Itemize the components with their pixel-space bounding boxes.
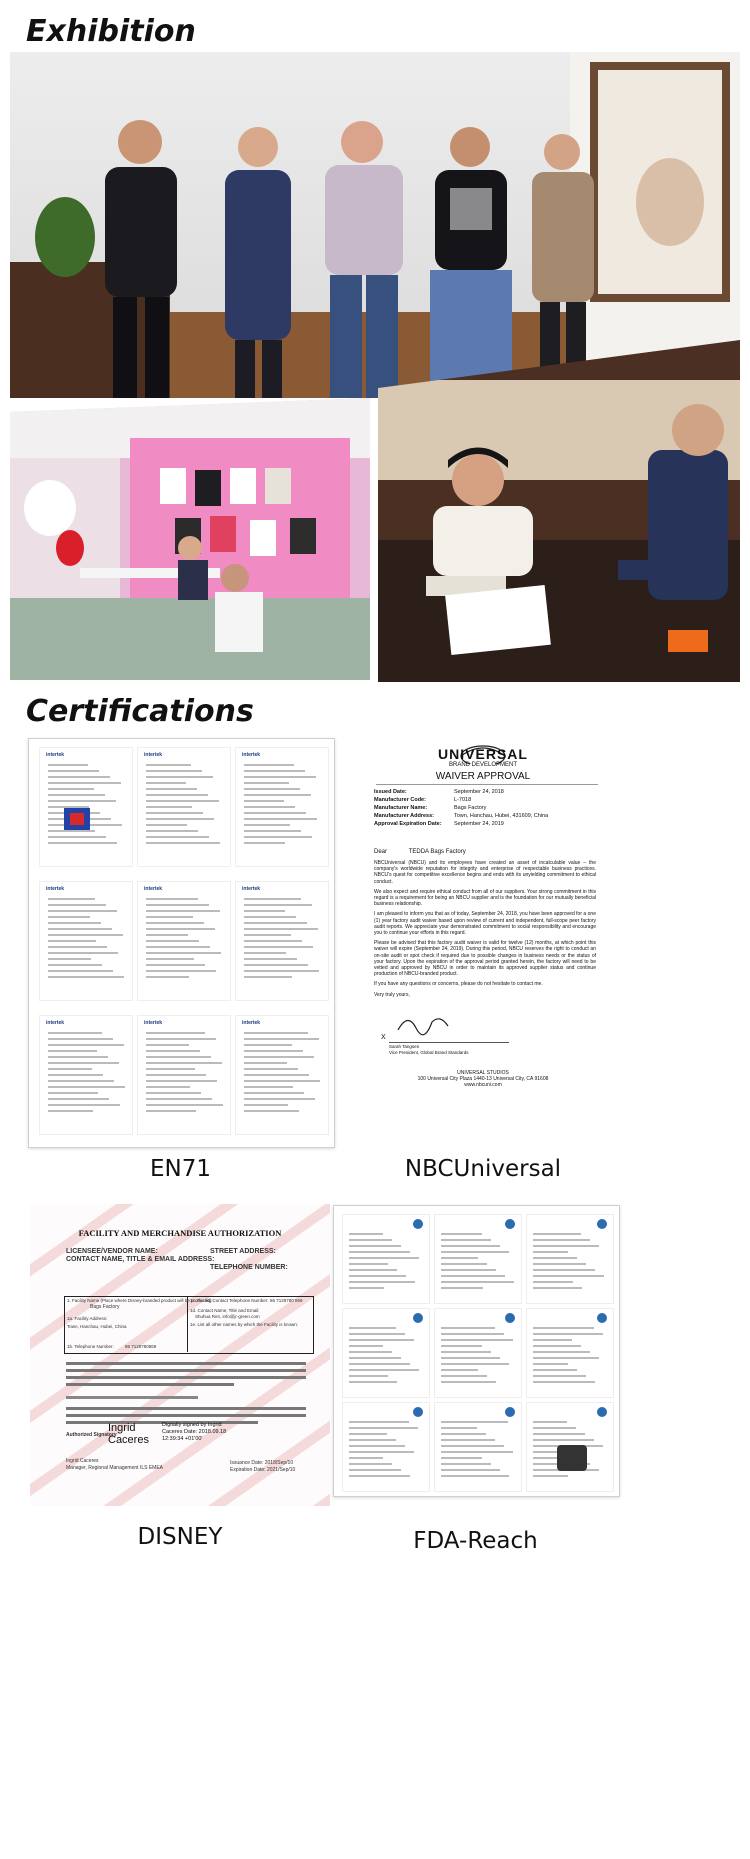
report-logo-icon xyxy=(413,1219,423,1229)
paragraph-4: Please be advised that this factory audit waiver is valid for twelve (12) months, at which point this waiver will expire (September 24, 2019). During this period, NBCU reserves the right to conduct an on-site audit or spot check if required due to possible changes in business needs or the status of your factory. Upon the expiration of the approval period granted herein, the factory will need to be vetted and approved by NBCU in order to maintain its approved supplier status and continue production of NBCU-branded product. xyxy=(374,940,596,978)
signing-photo xyxy=(378,340,740,682)
contact-name-value: Shuhua Ren, info@jr-green.com xyxy=(195,1314,260,1319)
report-logo-icon xyxy=(505,1313,515,1323)
waiver-field-label: Approval Expiration Date: xyxy=(374,821,442,827)
address-value: Town, Hanchau, Hubei, China xyxy=(67,1324,127,1329)
waiver-field-row xyxy=(374,796,604,804)
universal-logo: UNIVERSAL xyxy=(438,746,528,762)
footer-web: www.nbcuni.com xyxy=(464,1082,502,1088)
street-label: STREET ADDRESS: xyxy=(210,1248,276,1255)
nbcu-caption: NBCUniversal xyxy=(404,1156,562,1182)
address-label: 1a. Facility Address: xyxy=(67,1316,108,1321)
fda-reach-caption: FDA-Reach xyxy=(413,1528,538,1554)
facility-label: 1. Facility Name (Place where Disney-branded product will be produced): xyxy=(67,1298,213,1303)
signature-icon xyxy=(396,1008,456,1038)
en71-certificate-image xyxy=(28,738,335,1148)
product-photo xyxy=(64,808,90,830)
waiver-field-value: September 24, 2018 xyxy=(454,789,504,795)
footer-address: 100 Universal City Plaza 1440-13 Universal City, CA 91608 xyxy=(417,1076,549,1082)
test-report-page xyxy=(434,1308,522,1398)
waiver-field-value: L-7018 xyxy=(454,797,472,803)
waiver-field-value: September 24, 2019 xyxy=(454,821,504,827)
digital-signature: Digitally signed by Ingrid Caceres Date: 2018.09.18 12:39:34 +01'00' xyxy=(162,1422,227,1442)
report-page xyxy=(39,747,133,867)
intertek-logo: intertek xyxy=(144,752,163,758)
bag-photo xyxy=(557,1445,587,1471)
signatory-label: Authorized Signatory xyxy=(66,1432,117,1438)
en71-caption: EN71 xyxy=(149,1156,211,1182)
waiver-field-row xyxy=(374,820,604,828)
contact-tel-label: 1c. Facility Contact Telephone Number: xyxy=(190,1298,269,1303)
manager-title: Manager, Regional Management ILS EMEA xyxy=(66,1465,163,1471)
facility-value: Bags Factory xyxy=(90,1304,120,1310)
waiver-field-row xyxy=(374,788,604,796)
signer-name: Sarah Tangsen xyxy=(389,1044,420,1049)
disney-certificate-image xyxy=(30,1204,330,1506)
paragraph-1: NBCUniversal (NBCU) and its employees have created an asset of incalculable value – the company's worldwide reputation for integrity and enterprise of respectable business practices. NBCU's quest for competitive excellence begins and ends with its unyielding commitment to ethical conduct. xyxy=(374,860,596,885)
test-report-page xyxy=(526,1402,614,1492)
intertek-logo: intertek xyxy=(144,886,163,892)
report-page xyxy=(137,1015,231,1135)
waiver-field-label: Manufacturer Code: xyxy=(374,797,426,803)
contact-label: CONTACT NAME, TITLE & EMAIL ADDRESS: xyxy=(66,1256,215,1263)
report-page xyxy=(235,881,329,1001)
test-report-page xyxy=(526,1308,614,1398)
signer-big-name: Ingrid Caceres xyxy=(108,1422,149,1446)
tel-label: 1b. Telephone Number: xyxy=(67,1344,114,1349)
dear-label: Dear xyxy=(374,849,388,855)
fda-reach-certificate-image xyxy=(333,1205,620,1497)
licensee-label: LICENSEE/VENDOR NAME: xyxy=(66,1248,158,1255)
intertek-logo: intertek xyxy=(46,886,65,892)
waiver-field-label: Manufacturer Address: xyxy=(374,813,435,819)
closing: Very truly yours, xyxy=(374,991,410,998)
report-logo-icon xyxy=(597,1407,607,1417)
paragraph-3: I am pleased to inform you that as of today, September 24, 2018, you have been approved for a one (1) year factory audit waiver based upon review of current and independent, full-scope peer factory audit reports. We appreciate your demonstrated commitment to social responsibility and encourage you to continue your efforts in this regard. xyxy=(374,911,596,937)
print-name: Ingrid Caceres xyxy=(66,1458,99,1464)
report-page xyxy=(39,1015,133,1135)
report-logo-icon xyxy=(505,1219,515,1229)
test-report-page xyxy=(342,1308,430,1398)
intertek-logo: intertek xyxy=(242,1020,261,1026)
tel-value: 86 7128780869 xyxy=(125,1344,157,1349)
intertek-logo: intertek xyxy=(242,752,261,758)
waiver-field-label: Issued Date: xyxy=(374,789,407,795)
exhibition-title: Exhibition xyxy=(26,14,196,49)
report-logo-icon xyxy=(505,1407,515,1417)
certifications-title: Certifications xyxy=(26,694,254,729)
test-report-page xyxy=(526,1214,614,1304)
universal-sub: BRAND DEVELOPMENT xyxy=(448,762,517,768)
paragraph-5: If you have any questions or concerns, please do not hesitate to contact me. xyxy=(374,981,543,988)
report-logo-icon xyxy=(413,1313,423,1323)
booth-photo xyxy=(10,398,370,680)
waiver-field-row xyxy=(374,804,604,812)
footer-company: UNIVERSAL STUDIOS xyxy=(457,1070,509,1076)
sign-x: X xyxy=(381,1034,386,1041)
waiver-field-label: Manufacturer Name: xyxy=(374,805,428,811)
report-page xyxy=(137,747,231,867)
phone-label: TELEPHONE NUMBER: xyxy=(210,1264,288,1271)
report-logo-icon xyxy=(597,1313,607,1323)
owners-label: 1e. List all other names by which the Facility is known: xyxy=(190,1322,299,1327)
test-report-page xyxy=(434,1402,522,1492)
intertek-logo: intertek xyxy=(46,752,65,758)
nbcu-certificate-image xyxy=(356,738,610,1140)
waiver-heading: WAIVER APPROVAL xyxy=(435,771,531,782)
report-page xyxy=(39,881,133,1001)
contact-name-label: 1d. Contact Name, Title and Email: xyxy=(190,1308,260,1313)
report-page xyxy=(235,747,329,867)
paragraph-2: We also expect and require ethical conduct from all of our suppliers. Your strong commitment in this regard is a requirement for being an NBCU supplier and is the foundation for our mutually beneficial business relationship. xyxy=(374,888,596,908)
disney-caption: DISNEY xyxy=(137,1524,223,1550)
issuance-date: Issuance Date: 2018/Sep/10 xyxy=(230,1460,294,1466)
test-report-page xyxy=(434,1214,522,1304)
waiver-field-value: Bags Factory xyxy=(454,805,487,811)
addressee: TEDDA Bags Factory xyxy=(408,849,466,855)
disney-heading: FACILITY AND MERCHANDISE AUTHORIZATION xyxy=(78,1228,282,1238)
intertek-logo: intertek xyxy=(144,1020,163,1026)
waiver-field-row xyxy=(374,812,604,820)
contact-tel-value: 86 7128780 869 xyxy=(270,1298,303,1303)
report-logo-icon xyxy=(597,1219,607,1229)
test-report-page xyxy=(342,1214,430,1304)
signer-title: Vice President, Global Brand Standards xyxy=(389,1050,469,1055)
test-report-page xyxy=(342,1402,430,1492)
waiver-field-value: Town, Hanchau, Hubei, 431609, China xyxy=(454,813,549,819)
report-page xyxy=(137,881,231,1001)
intertek-logo: intertek xyxy=(242,886,261,892)
report-logo-icon xyxy=(413,1407,423,1417)
intertek-logo: intertek xyxy=(46,1020,65,1026)
report-page xyxy=(235,1015,329,1135)
expiration-date: Expiration Date: 2021/Sep/10 xyxy=(230,1467,296,1473)
